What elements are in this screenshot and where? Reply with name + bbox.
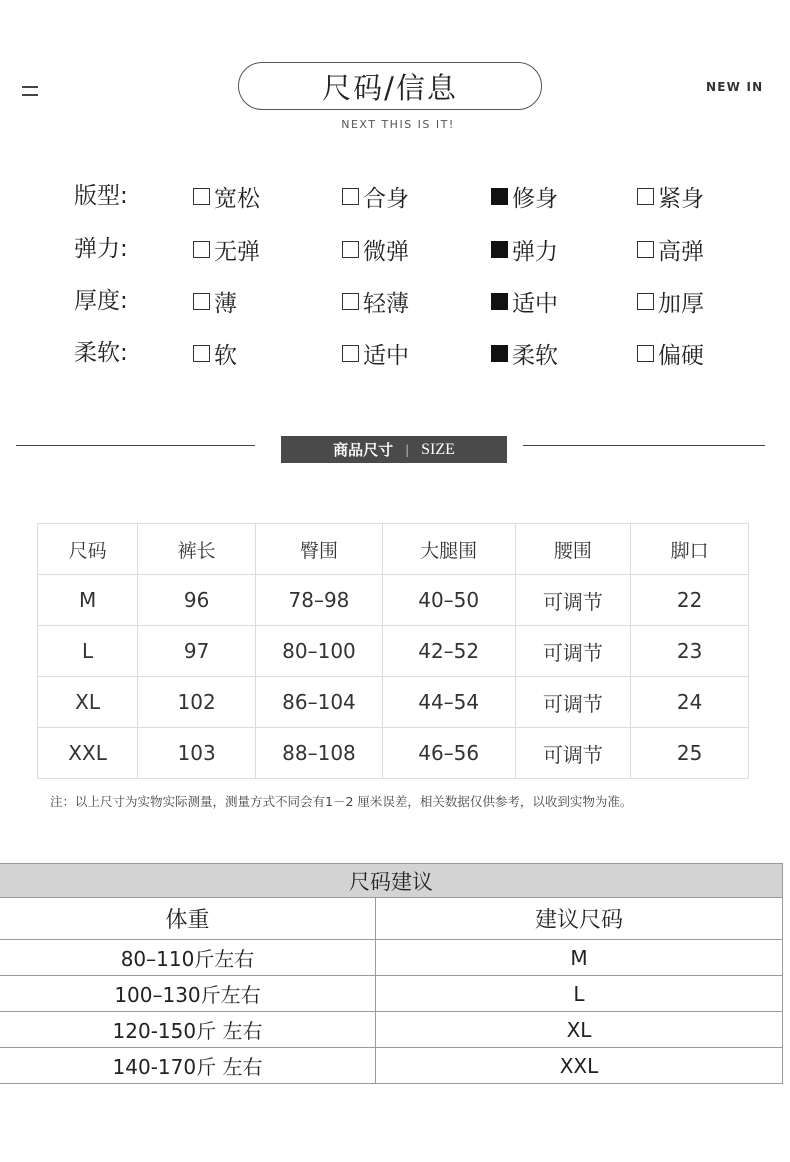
attribute-option[interactable] bbox=[637, 333, 704, 373]
recommendation-title-row bbox=[0, 864, 783, 898]
attribute-label: 版型: bbox=[74, 183, 128, 209]
size-recommendation-table bbox=[0, 863, 783, 1084]
divider-left bbox=[16, 445, 255, 446]
attribute-option[interactable] bbox=[193, 176, 260, 216]
attribute-option-label: 宽松 bbox=[214, 185, 260, 212]
attribute-label: 厚度: bbox=[74, 288, 128, 314]
table-cell: 103 bbox=[138, 728, 256, 779]
attribute-option-label: 弹力 bbox=[512, 238, 558, 265]
table-row bbox=[38, 626, 749, 677]
unchecked-box-icon[interactable] bbox=[193, 293, 210, 310]
table-cell: 78–98 bbox=[256, 575, 383, 626]
checked-box-icon[interactable] bbox=[491, 241, 508, 258]
attribute-option-label: 适中 bbox=[512, 290, 558, 317]
size-table-header-cell: 裤长 bbox=[138, 524, 256, 575]
table-cell: 22 bbox=[631, 575, 749, 626]
attribute-row bbox=[0, 176, 790, 216]
size-table-header-cell: 尺码 bbox=[38, 524, 138, 575]
recommendation-header-weight: 体重 bbox=[0, 898, 376, 940]
attribute-option[interactable] bbox=[637, 281, 704, 321]
table-row bbox=[38, 728, 749, 779]
table-cell: 可调节 bbox=[515, 728, 631, 779]
table-cell: XXL bbox=[376, 1048, 783, 1084]
attribute-option-label: 偏硬 bbox=[658, 342, 704, 369]
unchecked-box-icon[interactable] bbox=[637, 188, 654, 205]
attribute-option[interactable] bbox=[491, 281, 558, 321]
attribute-option[interactable] bbox=[637, 176, 704, 216]
page-title: 尺码/信息 bbox=[238, 62, 542, 110]
attribute-label: 弹力: bbox=[74, 236, 128, 262]
attribute-option-label: 修身 bbox=[512, 185, 558, 212]
recommendation-header-row bbox=[0, 898, 783, 940]
page-subtitle: NEXT THIS IS IT! bbox=[341, 118, 455, 131]
table-cell: XL bbox=[376, 1012, 783, 1048]
table-row bbox=[0, 1048, 783, 1084]
attribute-option[interactable] bbox=[193, 333, 237, 373]
table-cell: 40–50 bbox=[382, 575, 515, 626]
table-cell: L bbox=[38, 626, 138, 677]
attribute-option-label: 合身 bbox=[363, 185, 409, 212]
table-cell: 25 bbox=[631, 728, 749, 779]
table-cell: 80–110斤左右 bbox=[0, 940, 376, 976]
table-row bbox=[0, 940, 783, 976]
table-cell: 120-150斤 左右 bbox=[0, 1012, 376, 1048]
attribute-row bbox=[0, 229, 790, 269]
attribute-option-label: 微弹 bbox=[363, 238, 409, 265]
size-section-title-cn: 商品尺寸 bbox=[333, 441, 394, 459]
table-cell: 23 bbox=[631, 626, 749, 677]
attribute-option[interactable] bbox=[342, 229, 409, 269]
table-cell: XXL bbox=[38, 728, 138, 779]
attribute-option[interactable] bbox=[193, 281, 237, 321]
recommendation-title: 尺码建议 bbox=[0, 864, 783, 898]
menu-icon[interactable] bbox=[22, 84, 38, 98]
attribute-row bbox=[0, 333, 790, 373]
table-cell: L bbox=[376, 976, 783, 1012]
unchecked-box-icon[interactable] bbox=[342, 345, 359, 362]
size-table-body bbox=[38, 575, 749, 779]
size-section-separator: | bbox=[405, 442, 410, 457]
size-section-banner bbox=[281, 436, 507, 463]
attribute-option[interactable] bbox=[491, 333, 558, 373]
checked-box-icon[interactable] bbox=[491, 345, 508, 362]
table-cell: 96 bbox=[138, 575, 256, 626]
attribute-option-label: 高弹 bbox=[658, 238, 704, 265]
attribute-row bbox=[0, 281, 790, 321]
table-cell: 46–56 bbox=[382, 728, 515, 779]
size-table-header-cell: 臀围 bbox=[256, 524, 383, 575]
table-cell: M bbox=[376, 940, 783, 976]
attribute-option-label: 紧身 bbox=[658, 185, 704, 212]
size-table-header-row bbox=[38, 524, 749, 575]
size-table bbox=[37, 523, 749, 779]
unchecked-box-icon[interactable] bbox=[342, 293, 359, 310]
table-row bbox=[38, 575, 749, 626]
table-cell: 可调节 bbox=[515, 575, 631, 626]
unchecked-box-icon[interactable] bbox=[342, 188, 359, 205]
table-cell: 140-170斤 左右 bbox=[0, 1048, 376, 1084]
unchecked-box-icon[interactable] bbox=[193, 345, 210, 362]
attribute-option-label: 柔软 bbox=[512, 342, 558, 369]
table-cell: 102 bbox=[138, 677, 256, 728]
table-cell: 可调节 bbox=[515, 626, 631, 677]
table-cell: XL bbox=[38, 677, 138, 728]
attribute-option-label: 软 bbox=[214, 342, 237, 369]
attribute-option[interactable] bbox=[637, 229, 704, 269]
unchecked-box-icon[interactable] bbox=[637, 345, 654, 362]
attribute-option-label: 适中 bbox=[363, 342, 409, 369]
unchecked-box-icon[interactable] bbox=[193, 188, 210, 205]
table-row bbox=[38, 677, 749, 728]
size-section-title-en: SIZE bbox=[421, 440, 455, 458]
attribute-option[interactable] bbox=[491, 176, 558, 216]
table-row bbox=[0, 1012, 783, 1048]
table-cell: M bbox=[38, 575, 138, 626]
attribute-option[interactable] bbox=[342, 333, 409, 373]
recommendation-header-size: 建议尺码 bbox=[376, 898, 783, 940]
attribute-option[interactable] bbox=[491, 229, 558, 269]
measurement-note: 注：以上尺寸为实物实际测量，测量方式不同会有1－2 厘米误差，相关数据仅供参考，以收到实物为准。 bbox=[50, 794, 633, 809]
table-cell: 44–54 bbox=[382, 677, 515, 728]
table-cell: 42–52 bbox=[382, 626, 515, 677]
attribute-option-label: 无弹 bbox=[214, 238, 260, 265]
unchecked-box-icon[interactable] bbox=[193, 241, 210, 258]
table-cell: 80–100 bbox=[256, 626, 383, 677]
attribute-option[interactable] bbox=[342, 281, 409, 321]
size-table-header-cell: 腰围 bbox=[515, 524, 631, 575]
attribute-option[interactable] bbox=[342, 176, 409, 216]
attribute-option-label: 薄 bbox=[214, 290, 237, 317]
new-in-badge: NEW IN bbox=[706, 80, 764, 94]
unchecked-box-icon[interactable] bbox=[637, 293, 654, 310]
size-table-header-cell: 脚口 bbox=[631, 524, 749, 575]
attribute-option-label: 加厚 bbox=[658, 290, 704, 317]
unchecked-box-icon[interactable] bbox=[637, 241, 654, 258]
table-cell: 可调节 bbox=[515, 677, 631, 728]
divider-right bbox=[523, 445, 765, 446]
checked-box-icon[interactable] bbox=[491, 293, 508, 310]
table-cell: 86–104 bbox=[256, 677, 383, 728]
unchecked-box-icon[interactable] bbox=[342, 241, 359, 258]
table-row bbox=[0, 976, 783, 1012]
table-cell: 24 bbox=[631, 677, 749, 728]
attribute-option[interactable] bbox=[193, 229, 260, 269]
attribute-label: 柔软: bbox=[74, 340, 128, 366]
table-cell: 97 bbox=[138, 626, 256, 677]
table-cell: 100–130斤左右 bbox=[0, 976, 376, 1012]
size-table-header-cell: 大腿围 bbox=[382, 524, 515, 575]
checked-box-icon[interactable] bbox=[491, 188, 508, 205]
table-cell: 88–108 bbox=[256, 728, 383, 779]
attribute-option-label: 轻薄 bbox=[363, 290, 409, 317]
